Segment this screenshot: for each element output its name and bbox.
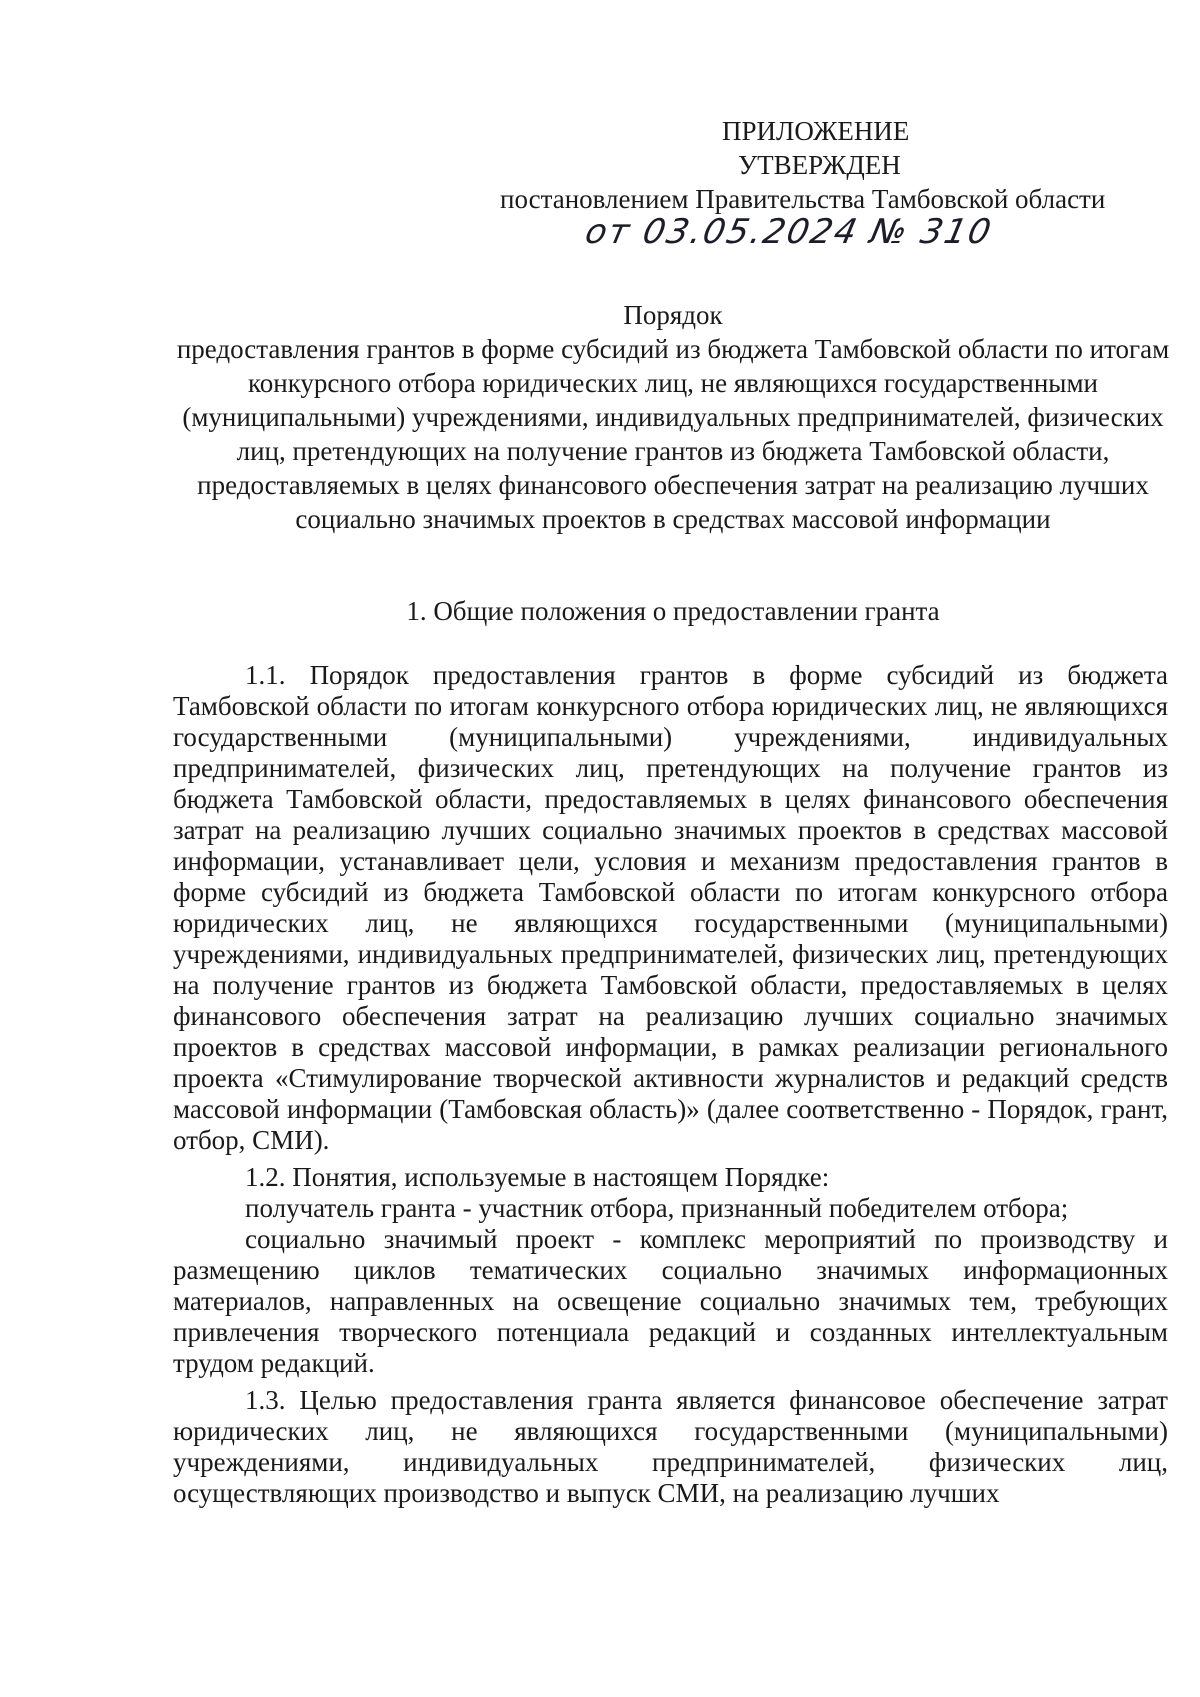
title-heading: Порядок — [623, 300, 723, 330]
document-body — [173, 660, 1168, 1515]
resolution-reference: постановлением Правительства Тамбовской области — [500, 184, 1106, 214]
paragraph-1-2: 1.2. Понятия, используемые в настоящем Порядке: — [245, 1162, 830, 1192]
appendix-label: ПРИЛОЖЕНИЕ — [722, 116, 910, 146]
title-subtitle: предоставления грантов в форме субсидий из бюджета Тамбовской области по итогам конкурсного отбора юридических лиц, не являющихся государственными (муниципальными) учреждениями, индивидуальных предпринимателей, физических лиц, претендующих на получение грантов из бюджета Тамбовской области, предоставляемых в целях финансового обеспечения затрат на реализацию лучших социально значимых проектов в средствах массовой информации — [176, 334, 1170, 534]
approval-block — [500, 114, 1140, 216]
handwritten-date-number: от 03.05.2024 № 310 — [581, 212, 997, 252]
paragraph-definition-recipient: получатель гранта - участник отбора, признанный победителем отбора; — [245, 1193, 1069, 1223]
paragraph-definition-project: социально значимый проект - комплекс мероприятий по производству и размещению циклов тематических социально значимых информационных материалов, направленных на освещение социально значимых тем, требующих привлечения творческого потенциала редакций и созданных интеллектуальным трудом редакций. — [173, 1224, 1168, 1378]
paragraph-1-3: 1.3. Целью предоставления гранта является финансовое обеспечение затрат юридических лиц, не являющихся государственными (муниципальными) учреждениями, индивидуальных предпринимателей, физических лиц, осуществляющих производство и выпуск СМИ, на реализацию лучших — [173, 1385, 1168, 1508]
paragraph-1-1: 1.1. Порядок предоставления грантов в форме субсидий из бюджета Тамбовской области по итогам конкурсного отбора юридических лиц, не являющихся государственными (муниципальными) учреждениями, индивидуальных предпринимателей, физических лиц, претендующих на получение грантов из бюджета Тамбовской области, предоставляемых в целях финансового обеспечения затрат на реализацию лучших социально значимых проектов в средствах массовой информации, устанавливает цели, условия и механизм предоставления грантов в форме субсидий из бюджета Тамбовской области по итогам конкурсного отбора юридических лиц, не являющихся государственными (муниципальными) учреждениями, индивидуальных предпринимателей, физических лиц, претендующих на получение грантов из бюджета Тамбовской области, предоставляемых в целях финансового обеспечения затрат на реализацию лучших социально значимых проектов в средствах массовой информации, в рамках реализации регионального проекта «Стимулирование творческой активности журналистов и редакций средств массовой информации (Тамбовская область)» (далее соответственно - Порядок, грант, отбор, СМИ). — [173, 660, 1168, 1155]
section-heading: 1. Общие положения о предоставлении гранта — [406, 596, 940, 626]
approved-label: УТВЕРЖДЕН — [738, 150, 901, 180]
document-title — [173, 298, 1173, 536]
